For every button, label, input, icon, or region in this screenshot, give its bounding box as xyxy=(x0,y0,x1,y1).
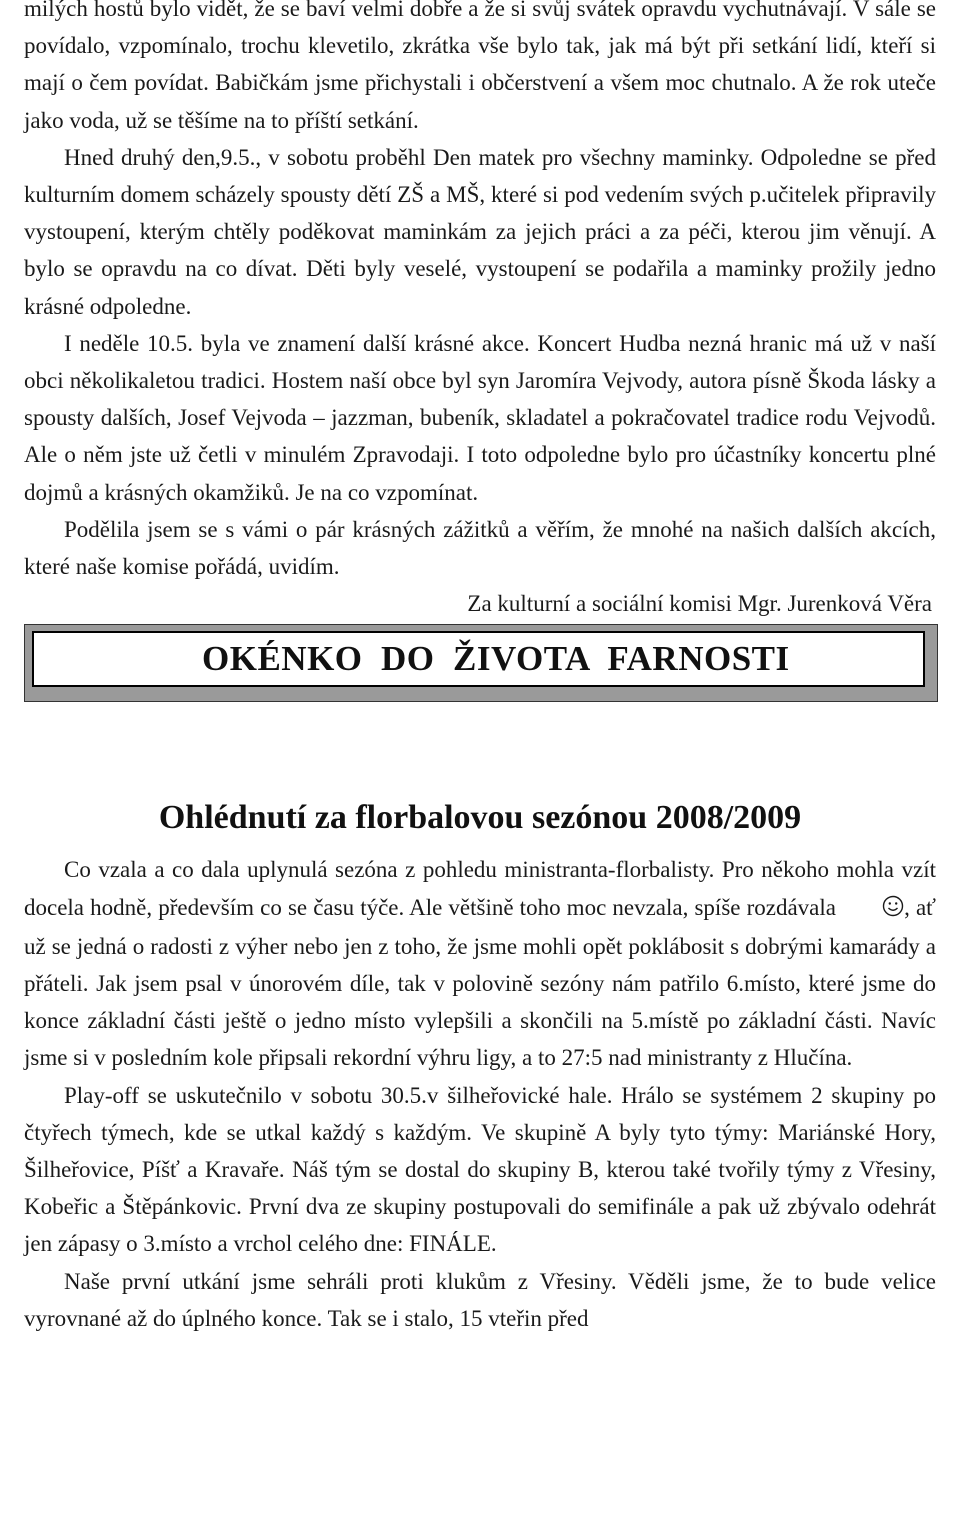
article-paragraph-2: Play-off se uskutečnilo v sobotu 30.5.v šilheřovické hale. Hrálo se systémem 2 skupiny po čtyřech týmech, kde se utkal každý s každým. Ve skupině A byly tyto týmy: Mariánské Hory, Šilheřovice, Píšť a Kravaře. Náš tým se dostal do skupiny B, kterou také tvořily týmy z Vřesiny, Kobeřic a Štěpánkovic. První dva ze skupiny postupovali do semifinále a pak už zbývalo odehrát jen zápasy o 3.místo a vrchol celého dne: FINÁLE. xyxy=(24,1082,936,1257)
banner-box xyxy=(32,631,925,687)
smiley-face-icon xyxy=(842,891,904,928)
top-paragraph: milých hostů bylo vidět, že se baví velmi dobře a že si svůj svátek opravdu vychutnávají. V sále se povídalo, vzpomínalo, trochu klevetilo, zkrátka vše bylo tak, jak má být při setkání lidí, kteří si mají o čem povídat. Babičkám jsme přichystali i občerstvení a všem moc chutnalo. A že rok uteče jako voda, už se těšíme na to příští setkání. xyxy=(24,0,936,133)
article-p1-end: , ať už se jedná o radosti z výher nebo jen z toho, že jsme mohli opět poklábosit s dobrými kamarády a přáteli. Jak jsem psal v únorovém díle, tak v polovině sezóny nám patřilo 6.místo, které jsme do konce základní části ještě o jedno místo vylepšili a skončili na 5.místě po základní části. Navíc jsme si v posledním kole připsali rekordní výhru ligy, a to 27:5 nad ministranty z Hlučína. xyxy=(24,894,936,1071)
closing-paragraph: Podělila jsem se s vámi o pár krásných zážitků a věřím, že mnohé na našich dalších akcích, které naše komise pořádá, uvidím. xyxy=(24,516,936,580)
mothers-day-paragraph: Hned druhý den,9.5., v sobotu proběhl Den matek pro všechny maminky. Odpoledne se před kulturním domem scházely spousty dětí ZŠ a MŠ, které si pod vedením svých p.učitelek připravily vystoupení, kterým chtěly poděkovat maminkám za jejich práci a za péči, kterou jim věnují. A bylo se opravdu na co dívat. Děti byly veselé, vystoupení se podařila a maminky prožily jedno krásné odpoledne. xyxy=(24,144,936,319)
signature: Za kulturní a sociální komisi Mgr. Jurenková Věra xyxy=(467,591,932,617)
article-paragraph-3: Naše první utkání jsme sehráli proti klukům z Vřesiny. Věděli jsme, že to bude velice vyrovnané až do úplného konce. Tak se i stalo, 15 vteřin před xyxy=(24,1268,936,1331)
concert-paragraph: I neděle 10.5. byla ve znamení další krásné akce. Koncert Hudba nezná hranic má už v naší obci několikaletou tradici. Hostem naší obce byl syn Jaromíra Vejvody, autora písně Škoda lásky a spousty dalších, Josef Vejvoda – jazzman, bubeník, skladatel a pokračovatel tradice rodu Vejvodů. Ale o něm jste už četli v minulém Zpravodaji. I toto odpoledne bylo pro účastníky koncertu plné dojmů a krásných okamžiků. Je na co vzpomínat. xyxy=(24,330,936,505)
banner-title: OKÉNKO DO ŽIVOTA FARNOSTI xyxy=(202,639,790,679)
section-banner xyxy=(24,624,936,704)
article-title: Ohlédnutí za florbalovou sezónou 2008/2009 xyxy=(158,799,802,837)
article-p1-start: Co vzala a co dala uplynulá sezóna z pohledu ministranta-florbalisty. Pro někoho mohla vzít docela hodně, především co se času týče. Ale většině toho moc nevzala, spíše rozdávala xyxy=(24,857,936,920)
article-paragraph-1 xyxy=(24,851,936,1076)
